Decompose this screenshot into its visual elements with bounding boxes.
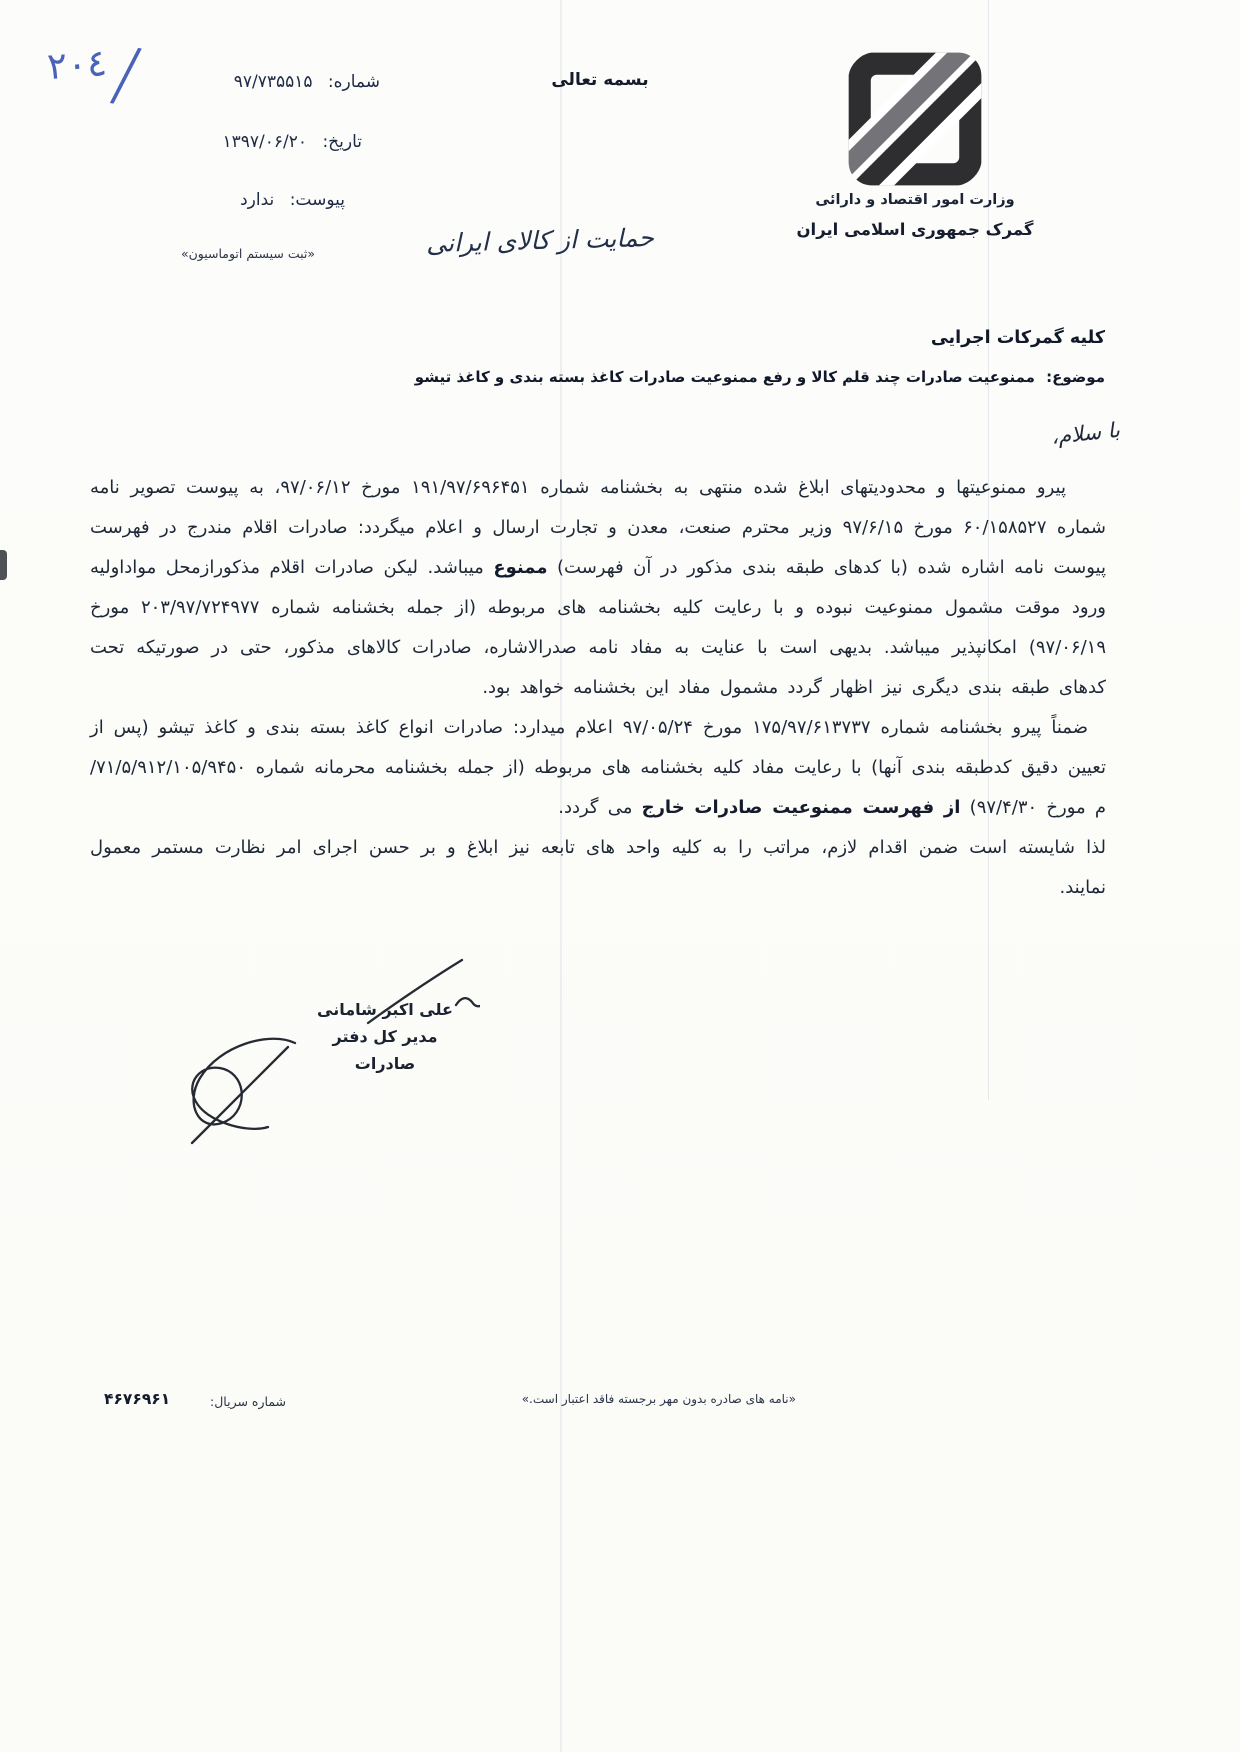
ministry-name: وزارت امور اقتصاد و دارائی: [815, 192, 1015, 208]
paragraph-text: می گردد.: [558, 797, 642, 818]
handwritten-number-digits: ٢٠٤: [45, 41, 109, 89]
iran-customs-logo: [848, 52, 982, 186]
attachment-row: [240, 190, 345, 210]
year-slogan-calligraphy: حمایت از کالای ایرانی: [425, 223, 655, 258]
serial-number-label: شماره سریال:: [210, 1394, 287, 1409]
letter-body: [90, 468, 1106, 908]
date-value: ۱۳۹۷/۰۶/۲۰: [222, 132, 308, 152]
signer-name: علی اکبر شامانی: [317, 1000, 453, 1019]
scan-edge-mark: [0, 550, 7, 580]
automation-registration-note: «ثبت سیستم اتوماسیون»: [180, 246, 315, 261]
subject-line: [415, 368, 1105, 386]
serial-number-value: ۴۶۷۶۹۶۱: [104, 1390, 171, 1408]
signature-block: [300, 996, 470, 1077]
attachment-value: ندارد: [240, 190, 275, 210]
footer-validity-note: «نامه های صادره بدون مهر برجسته فاقد اعتبار است.»: [521, 1392, 796, 1406]
handwritten-registry-number: [45, 30, 146, 118]
subject-label: موضوع:: [1046, 368, 1105, 386]
body-paragraph: [90, 828, 1106, 908]
handwritten-slash-stroke: /: [106, 30, 146, 118]
attachment-label: پیوست:: [289, 190, 345, 210]
organization-name: گمرک جمهوری اسلامی ایران: [796, 220, 1034, 239]
number-value: ۹۷/۷۳۵۵۱۵: [233, 72, 313, 92]
emphasized-text: از فهرست ممنوعیت صادرات خارج: [641, 797, 961, 818]
paragraph-text: ضمناً پیرو بخشنامه شماره ۱۷۵/۹۷/۶۱۳۷۳۷ مورخ ۹۷/۰۵/۲۴ اعلام میدارد: صادرات انواع کاغذ بسته بندی و کاغذ تیشو (پس از تعیین دقیق کدطبقه بندی آنها) با رعایت مفاد کلیه بخشنامه های مربوطه (از جمله بخشنامه محرمانه شماره ۷۱/۵/۹۱۲/۱۰۵/۹۴۵۰/م مورخ ۹۷/۴/۳۰): [90, 717, 1106, 818]
signer-title: مدیر کل دفتر صادرات: [332, 1027, 438, 1073]
paragraph-text: پیرو ممنوعیتها و محدودیتهای ابلاغ شده منتهی به بخشنامه شماره ۱۹۱/۹۷/۶۹۶۴۵۱ مورخ ۹۷/۰۶/۱۲، به پیوست تصویر نامه شماره ۶۰/۱۵۸۵۲۷ مورخ ۹۷/۶/۱۵ وزیر محترم صنعت، معدن و تجارت ارسال و اعلام میگردد: صادرات اقلام مندرج در فهرست پیوست نامه اشاره شده (با کدهای طبقه بندی مذکور در آن فهرست): [90, 477, 1106, 578]
letter-number-row: [234, 72, 380, 92]
paragraph-text: میباشد. لیکن صادرات اقلام مذکورازمحل مواداولیه ورود موقت مشمول ممنوعیت نبوده و با رعایت کلیه بخشنامه های مربوطه (از جمله بخشنامه شماره ۲۰۳/۹۷/۷۲۴۹۷۷ مورخ ۹۷/۰۶/۱۹) امکانپذیر میباشد. بدیهی است با عنایت به مفاد نامه صدرالاشاره، صادرات کالاهای مذکور، حتی در صورتیکه تحت کدهای طبقه بندی دیگری نیز اظهار گردد مشمول مفاد این بخشنامه خواهد بود.: [90, 557, 1106, 698]
paragraph-text: لذا شایسته است ضمن اقدام لازم، مراتب را به کلیه واحد های تابعه نیز ابلاغ و بر حسن اجرای امر نظارت مستمر معمول نمایند.: [90, 837, 1106, 898]
letter-date-row: [223, 132, 362, 152]
number-label: شماره:: [327, 72, 380, 92]
recipient-heading: کلیه گمرکات اجرایی: [930, 328, 1105, 348]
emphasized-text: ممنوع: [493, 557, 548, 578]
customs-logo-icon: [848, 52, 982, 186]
date-label: تاریخ:: [322, 132, 362, 152]
body-paragraph: [90, 468, 1106, 708]
body-paragraph: [90, 708, 1106, 828]
subject-text: ممنوعیت صادرات چند قلم کالا و رفع ممنوعیت صادرات کاغذ بسته بندی و کاغذ تیشو: [414, 368, 1035, 386]
salutation-handwritten: با سلام،: [1049, 417, 1121, 449]
bismillah-heading: بسمه تعالی: [551, 70, 649, 90]
